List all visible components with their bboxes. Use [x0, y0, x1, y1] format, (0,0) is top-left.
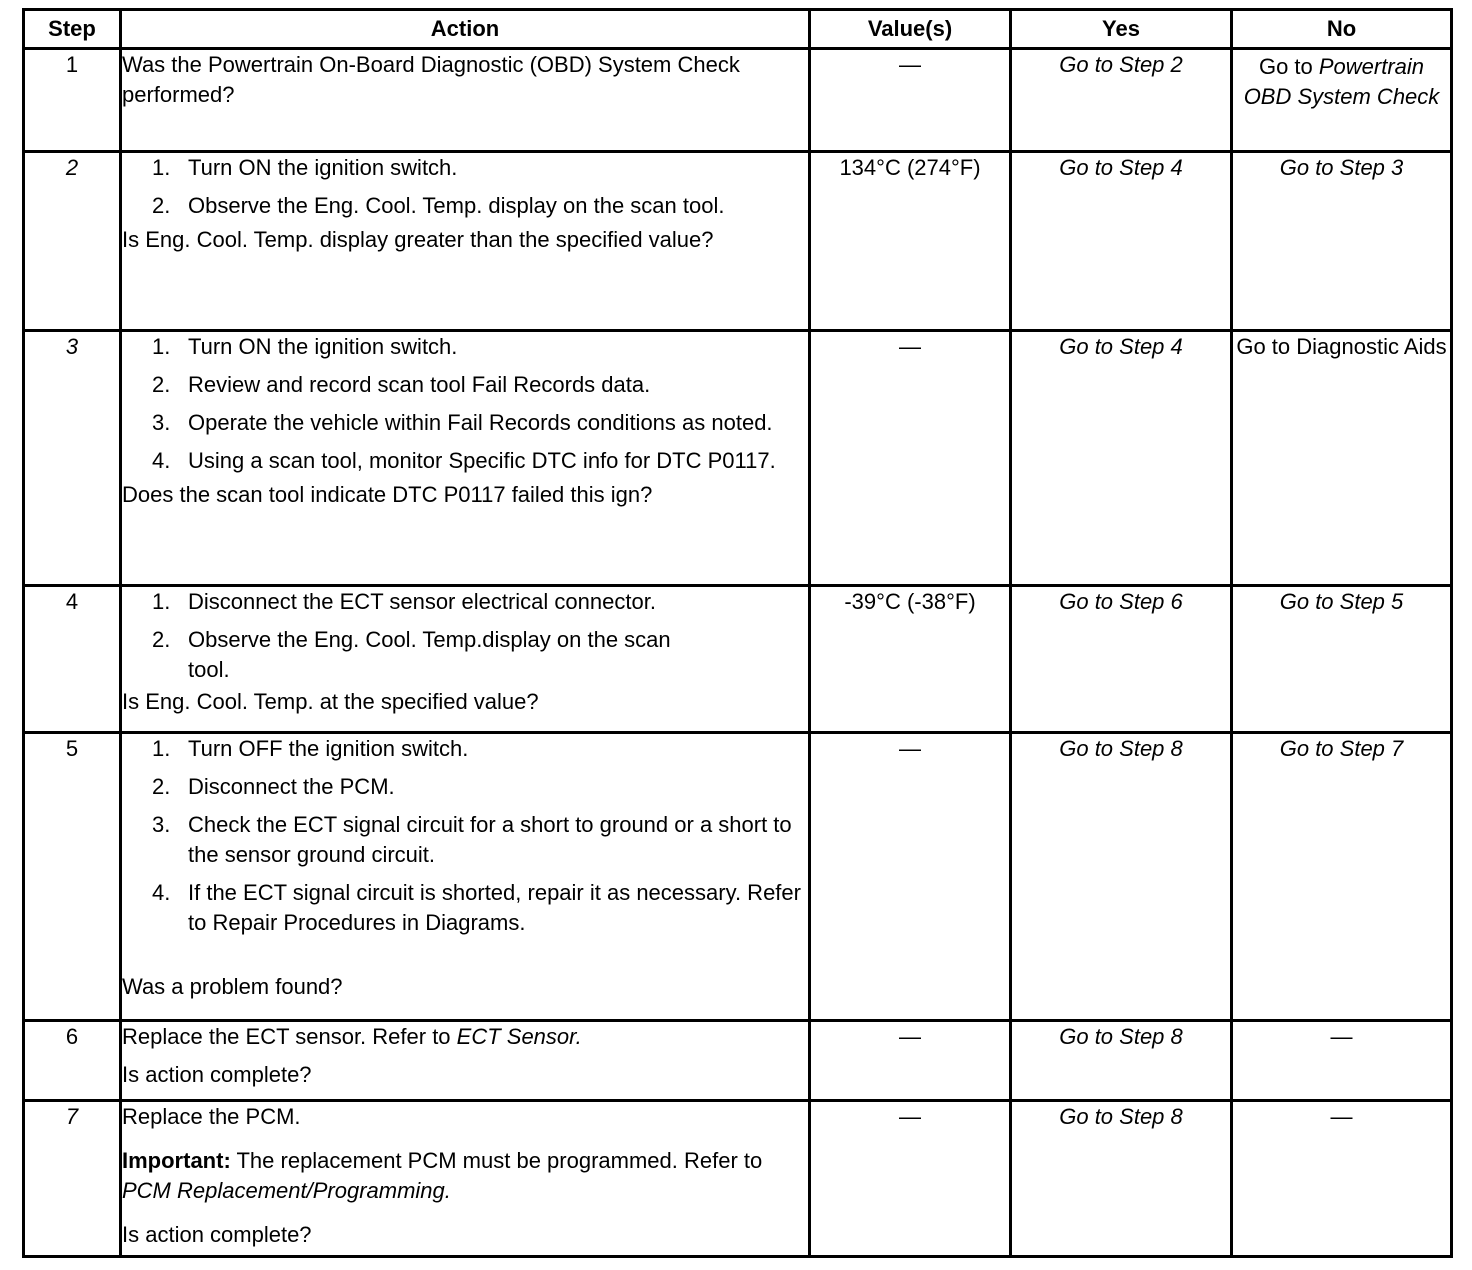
no-cell: Go to Step 5: [1232, 586, 1452, 733]
yes-cell: Go to Step 4: [1011, 152, 1232, 331]
table-row: [24, 1101, 1452, 1257]
table-header-row: [24, 10, 1452, 49]
item-text: Check the ECT signal circuit for a short to ground or a short to the sensor ground circuit.: [188, 812, 792, 867]
table-row: [24, 49, 1452, 152]
step-number: 5: [24, 733, 121, 1021]
list-item: [152, 332, 808, 362]
action-question: Was the Powertrain On-Board Diagnostic (OBD) System Check performed?: [122, 52, 740, 107]
list-item: [152, 734, 808, 764]
header-action: Action: [121, 10, 810, 49]
step-number: 3: [24, 331, 121, 586]
list-item: [152, 153, 808, 183]
step-number: 1: [24, 49, 121, 152]
item-number: 2.: [152, 193, 171, 218]
no-cell: Go to Diagnostic Aids: [1232, 331, 1452, 586]
header-values: Value(s): [810, 10, 1011, 49]
action-cell: [121, 152, 810, 331]
no-cell: —: [1232, 1101, 1452, 1257]
item-text: Observe the Eng. Cool. Temp.display on the scan tool.: [188, 627, 671, 682]
item-number: 2.: [152, 627, 171, 652]
item-text: Using a scan tool, monitor Specific DTC info for DTC P0117.: [188, 448, 776, 473]
item-text: Operate the vehicle within Fail Records conditions as noted.: [188, 410, 773, 435]
value-cell: -39°C (-38°F): [810, 586, 1011, 733]
value-cell: —: [810, 331, 1011, 586]
instruction-text: Replace the ECT sensor. Refer to: [122, 1024, 457, 1049]
important-text: The replacement PCM must be programmed. Refer to: [230, 1148, 763, 1173]
table-row: [24, 152, 1452, 331]
action-question: Does the scan tool indicate DTC P0117 failed this ign?: [122, 482, 653, 507]
action-cell: [121, 586, 810, 733]
action-list: [122, 734, 808, 938]
item-text: Observe the Eng. Cool. Temp. display on the scan tool.: [188, 193, 725, 218]
important-reference: PCM Replacement/Programming.: [122, 1178, 451, 1203]
value-cell: 134°C (274°F): [810, 152, 1011, 331]
table-row: [24, 586, 1452, 733]
header-yes: Yes: [1011, 10, 1232, 49]
table-row: [24, 733, 1452, 1021]
action-question: Is Eng. Cool. Temp. display greater than the specified value?: [122, 227, 714, 252]
action-list: [122, 153, 808, 221]
list-item: [152, 810, 808, 870]
item-number: 1.: [152, 736, 171, 761]
item-number: 1.: [152, 589, 171, 614]
value-cell: —: [810, 733, 1011, 1021]
action-question: Is action complete?: [122, 1062, 312, 1087]
value-cell: —: [810, 1101, 1011, 1257]
no-cell: —: [1232, 1021, 1452, 1101]
item-text: If the ECT signal circuit is shorted, repair it as necessary. Refer to Repair Procedures in Diagrams.: [188, 880, 801, 935]
step-number: 2: [24, 152, 121, 331]
list-item: [152, 587, 808, 617]
no-cell: Go to Step 7: [1232, 733, 1452, 1021]
list-item: [152, 772, 808, 802]
value-cell: —: [810, 49, 1011, 152]
item-text: Turn ON the ignition switch.: [188, 334, 458, 359]
action-list: [122, 587, 808, 685]
value-cell: —: [810, 1021, 1011, 1101]
list-item: [152, 408, 808, 438]
header-no: No: [1232, 10, 1452, 49]
action-question: Is action complete?: [122, 1222, 312, 1247]
diagnostic-table: [22, 8, 1453, 1258]
table-row: [24, 331, 1452, 586]
list-item: [152, 446, 808, 476]
item-number: 1.: [152, 155, 171, 180]
action-instruction: [122, 1022, 808, 1052]
item-text: Turn ON the ignition switch.: [188, 155, 458, 180]
item-number: 2.: [152, 774, 171, 799]
no-reference: Powertrain OBD System Check: [1243, 54, 1440, 109]
list-item: [152, 878, 808, 938]
item-number: 1.: [152, 334, 171, 359]
action-cell: [121, 1021, 810, 1101]
item-number: 2.: [152, 372, 171, 397]
no-cell: [1232, 49, 1452, 152]
yes-cell: Go to Step 6: [1011, 586, 1232, 733]
yes-cell: Go to Step 8: [1011, 733, 1232, 1021]
item-number: 4.: [152, 880, 171, 905]
no-cell: Go to Step 3: [1232, 152, 1452, 331]
table-row: [24, 1021, 1452, 1101]
item-text: Review and record scan tool Fail Records data.: [188, 372, 651, 397]
action-question: Is Eng. Cool. Temp. at the specified value?: [122, 689, 539, 714]
instruction-reference: ECT Sensor.: [456, 1024, 582, 1049]
yes-cell: Go to Step 8: [1011, 1101, 1232, 1257]
item-number: 3.: [152, 812, 171, 837]
action-cell: [121, 1101, 810, 1257]
yes-cell: Go to Step 8: [1011, 1021, 1232, 1101]
header-step: Step: [24, 10, 121, 49]
important-label: Important:: [122, 1148, 231, 1173]
action-list: [122, 332, 808, 476]
action-cell: [121, 49, 810, 152]
item-text: Disconnect the ECT sensor electrical connector.: [188, 589, 656, 614]
yes-cell: Go to Step 2: [1011, 49, 1232, 152]
action-question: Was a problem found?: [122, 974, 343, 999]
action-instruction: Replace the PCM.: [122, 1104, 301, 1129]
list-item: [152, 625, 808, 685]
important-note: [122, 1146, 808, 1206]
list-item: [152, 370, 808, 400]
list-item: [152, 191, 808, 221]
action-cell: [121, 733, 810, 1021]
item-text: Turn OFF the ignition switch.: [188, 736, 469, 761]
item-number: 4.: [152, 448, 171, 473]
action-cell: [121, 331, 810, 586]
step-number: 7: [24, 1101, 121, 1257]
yes-cell: Go to Step 4: [1011, 331, 1232, 586]
item-number: 3.: [152, 410, 171, 435]
step-number: 4: [24, 586, 121, 733]
no-prefix: Go to: [1258, 54, 1319, 79]
step-number: 6: [24, 1021, 121, 1101]
item-text: Disconnect the PCM.: [188, 774, 395, 799]
